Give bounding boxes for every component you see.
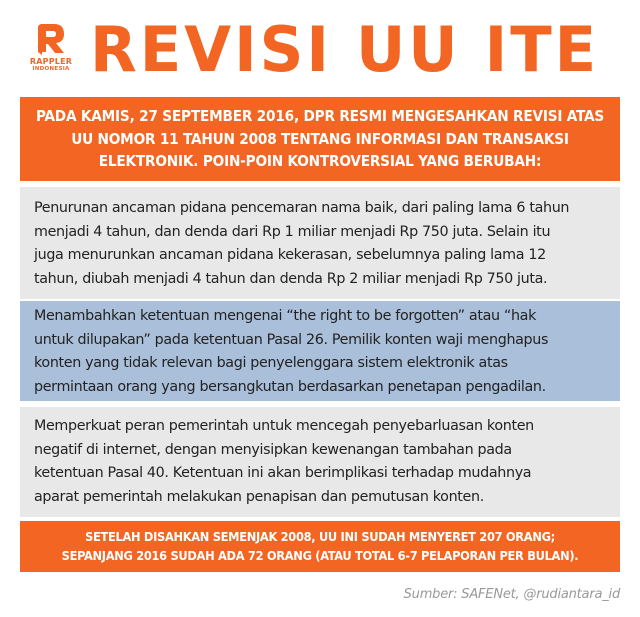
point-box-3 [20, 407, 620, 517]
intro-line-1: PADA KAMIS, 27 SEPTEMBER 2016, DPR RESMI MENGESAHKAN REVISI ATAS [36, 107, 604, 125]
rappler-logo [24, 22, 78, 84]
point-3-line-2: negatif di internet, dengan menyisipkan kewenangan tambahan pada [34, 441, 512, 458]
point-3-line-4: aparat pemerintah melakukan penapisan dan pemutusan konten. [34, 488, 484, 505]
point-3-line-3: ketentuan Pasal 40. Ketentuan ini akan berimplikasi terhadap mudahnya [34, 465, 532, 481]
logo-wordmark [24, 58, 78, 73]
intro-line-2: UU NOMOR 11 TAHUN 2008 TENTANG INFORMASI DAN TRANSAKSI [71, 129, 569, 148]
point-2-line-1: Menambahkan ketentuan mengenai “the right to be forgotten” atau “hak [34, 308, 537, 324]
footer-line-1: SETELAH DISAHKAN SEMENJAK 2008, UU INI SUDAH MENYERET 207 ORANG; [85, 529, 555, 544]
point-3-line-1: Memperkuat peran pemerintah untuk mencegah penyebarluasan konten [34, 418, 534, 434]
page-title: REVISI UU ITE [90, 13, 600, 86]
point-box-2 [20, 301, 620, 401]
source-credit: Sumber: SAFENet, @rudiantara_id [403, 587, 620, 602]
footer-line-2: SEPANJANG 2016 SUDAH ADA 72 ORANG (ATAU TOTAL 6-7 PELAPORAN PER BULAN). [61, 548, 579, 563]
logo-line-1: RAPPLER [29, 57, 73, 66]
footer-banner [20, 521, 620, 572]
intro-banner [20, 97, 620, 181]
logo-line-2: INDONESIA [32, 66, 70, 72]
point-2-line-2: untuk dilupakan” pada ketentuan Pasal 26. Pemilik konten waji menghapus [34, 331, 549, 348]
point-2-line-4: permintaan orang yang bersangkutan berdasarkan penetapan pengadilan. [34, 378, 546, 395]
point-1-line-1: Penurunan ancaman pidana pencemaran nama baik, dari paling lama 6 tahun [34, 200, 570, 216]
intro-line-3: ELEKTRONIK. POIN-POIN KONTROVERSIAL YANG BERUBAH: [98, 152, 542, 170]
rappler-logo-icon [34, 22, 68, 56]
point-1-line-2: menjadi 4 tahun, dan denda dari Rp 1 miliar menjadi Rp 750 juta. Selain itu [34, 223, 551, 240]
point-box-1 [20, 187, 620, 299]
point-2-line-3: konten yang tidak relevan bagi penyelenggara sistem elektronik atas [34, 355, 508, 371]
point-1-line-3: juga menurunkan ancaman pidana kekerasan, sebelumnya paling lama 12 [34, 247, 546, 263]
header [0, 0, 640, 88]
point-1-line-4: tahun, diubah menjadi 4 tahun dan denda Rp 2 miliar menjadi Rp 750 juta. [34, 270, 548, 287]
